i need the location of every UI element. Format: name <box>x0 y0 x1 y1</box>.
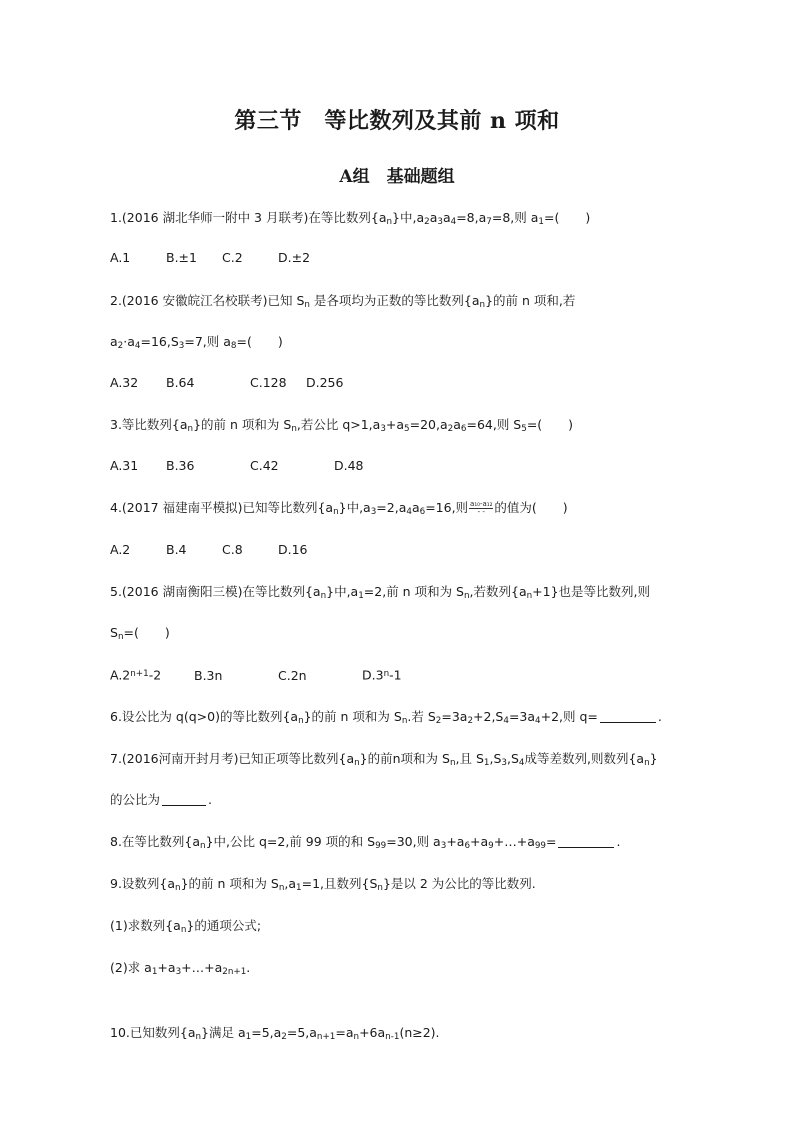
option-b: B.64 <box>166 375 195 390</box>
answer-blank[interactable] <box>600 710 656 723</box>
option-a: A.1 <box>110 250 131 265</box>
question-9-part-2: (2)求 $a_1+a_3+\dots+a_{2n+1}$. <box>110 960 251 978</box>
question-5-stem-line-1: 5.(2016 湖南衡阳三模)在等比数列$\{a_n\}$中$,a_1=2$,前 n 项和为 $S_n$,若数列$\{a_n+1\}$也是等比数列,则 <box>110 584 651 602</box>
question-1-stem: 1.(2016 湖北华师一附中 3 月联考)在等比数列$\{a_n\}$中$,a_2a_3a_4=8,a_7=8$,则 $a_1=$( ) <box>110 210 591 228</box>
question-2-options <box>110 375 343 391</box>
question-10-stem: 10.已知数列$\{a_n\}$满足 $a_1=5,a_2=5,a_{n+1}=a_n+6a_{n-1}(n\ge 2)$. <box>110 1025 440 1043</box>
option-b: B.±1 <box>166 250 197 265</box>
question-4-stem: 4.(2017 福建南平模拟)已知等比数列$\{a_n\}$中$,a_3=2,a_4a_6=16$,则 $\frac{\text{a₁₀-a₁₂}}{- -}$ 的值为( ) <box>110 500 568 518</box>
option-c: C.2n <box>278 667 307 683</box>
question-4-options <box>110 542 308 558</box>
question-5-stem-line-2: $S_n=$( ) <box>110 625 170 643</box>
option-c: C.8 <box>222 542 243 557</box>
option-c: C.42 <box>250 458 279 473</box>
question-6-stem: 6.设公比为 q(q>0)的等比数列$\{a_n\}$的前 n 项和为 $S_n$.若 $S_2=3a_2+2,S_4=3a_4+2$,则 q= . <box>110 709 662 727</box>
question-3-options <box>110 458 364 474</box>
question-7-stem-line-2: 的公比为 . <box>110 792 212 807</box>
option-d: D.16 <box>278 542 308 557</box>
question-1-options <box>110 250 310 266</box>
question-8-stem: 8.在等比数列$\{a_n\}$中,公比 q=2,前 99 项的和 $S_{99}=30$,则 $a_3+a_6+a_9+\dots+a_{99}=$ . <box>110 834 621 852</box>
option-d: D.48 <box>334 458 364 473</box>
option-b: B.4 <box>166 542 187 557</box>
question-2-stem-line-2: $a_2\cdot a_4=16,S_3=7$,则 $a_8=$( ) <box>110 334 283 352</box>
option-a: A.31 <box>110 458 139 473</box>
section-heading: A组 基础题组 <box>339 167 455 187</box>
option-a: A.32 <box>110 375 139 390</box>
option-b: B.3n <box>194 667 223 683</box>
option-d: D.±2 <box>278 250 311 265</box>
answer-blank[interactable] <box>162 793 206 806</box>
option-d: D.3$^n$-1 <box>362 667 402 683</box>
question-7-stem-line-1: 7.(2016河南开封月考)已知正项等比数列$\{a_n\}$的前n项和为 $S_n$,且 $S_1,S_3,S_4$成等差数列,则数列$\{a_n\}$ <box>110 751 658 769</box>
option-c: C.128 <box>250 375 287 390</box>
option-a: $A.2^{n+1}-2$ <box>110 667 162 683</box>
option-a: A.2 <box>110 542 131 557</box>
question-5-options <box>110 666 402 684</box>
answer-blank[interactable] <box>558 835 614 848</box>
question-9-part-1: (1)求数列$\{a_n\}$的通项公式; <box>110 918 262 936</box>
question-3-stem: 3.等比数列$\{a_n\}$的前 n 项和为 $S_n$,若公比 $q>1,a_3+a_5=20,a_2a_6=64$,则 $S_5=$( ) <box>110 417 574 435</box>
question-9-stem: 9.设数列$\{a_n\}$的前 n 项和为 $S_n,a_1=1$,且数列$\{S_n\}$是以 2 为公比的等比数列. <box>110 876 536 894</box>
option-d: D.256 <box>306 375 344 390</box>
option-c: C.2 <box>222 250 243 265</box>
option-b: B.36 <box>166 458 195 473</box>
fraction: $\frac{\text{a₁₀-a₁₂}}{- -}$ <box>470 500 493 516</box>
page-title: 第三节 等比数列及其前 n 项和 <box>234 108 560 134</box>
question-2-stem-line-1: 2.(2016 安徽皖江名校联考)已知 $S_n$ 是各项均为正数的等比数列$\{a_n\}$的前 n 项和,若 <box>110 293 576 311</box>
